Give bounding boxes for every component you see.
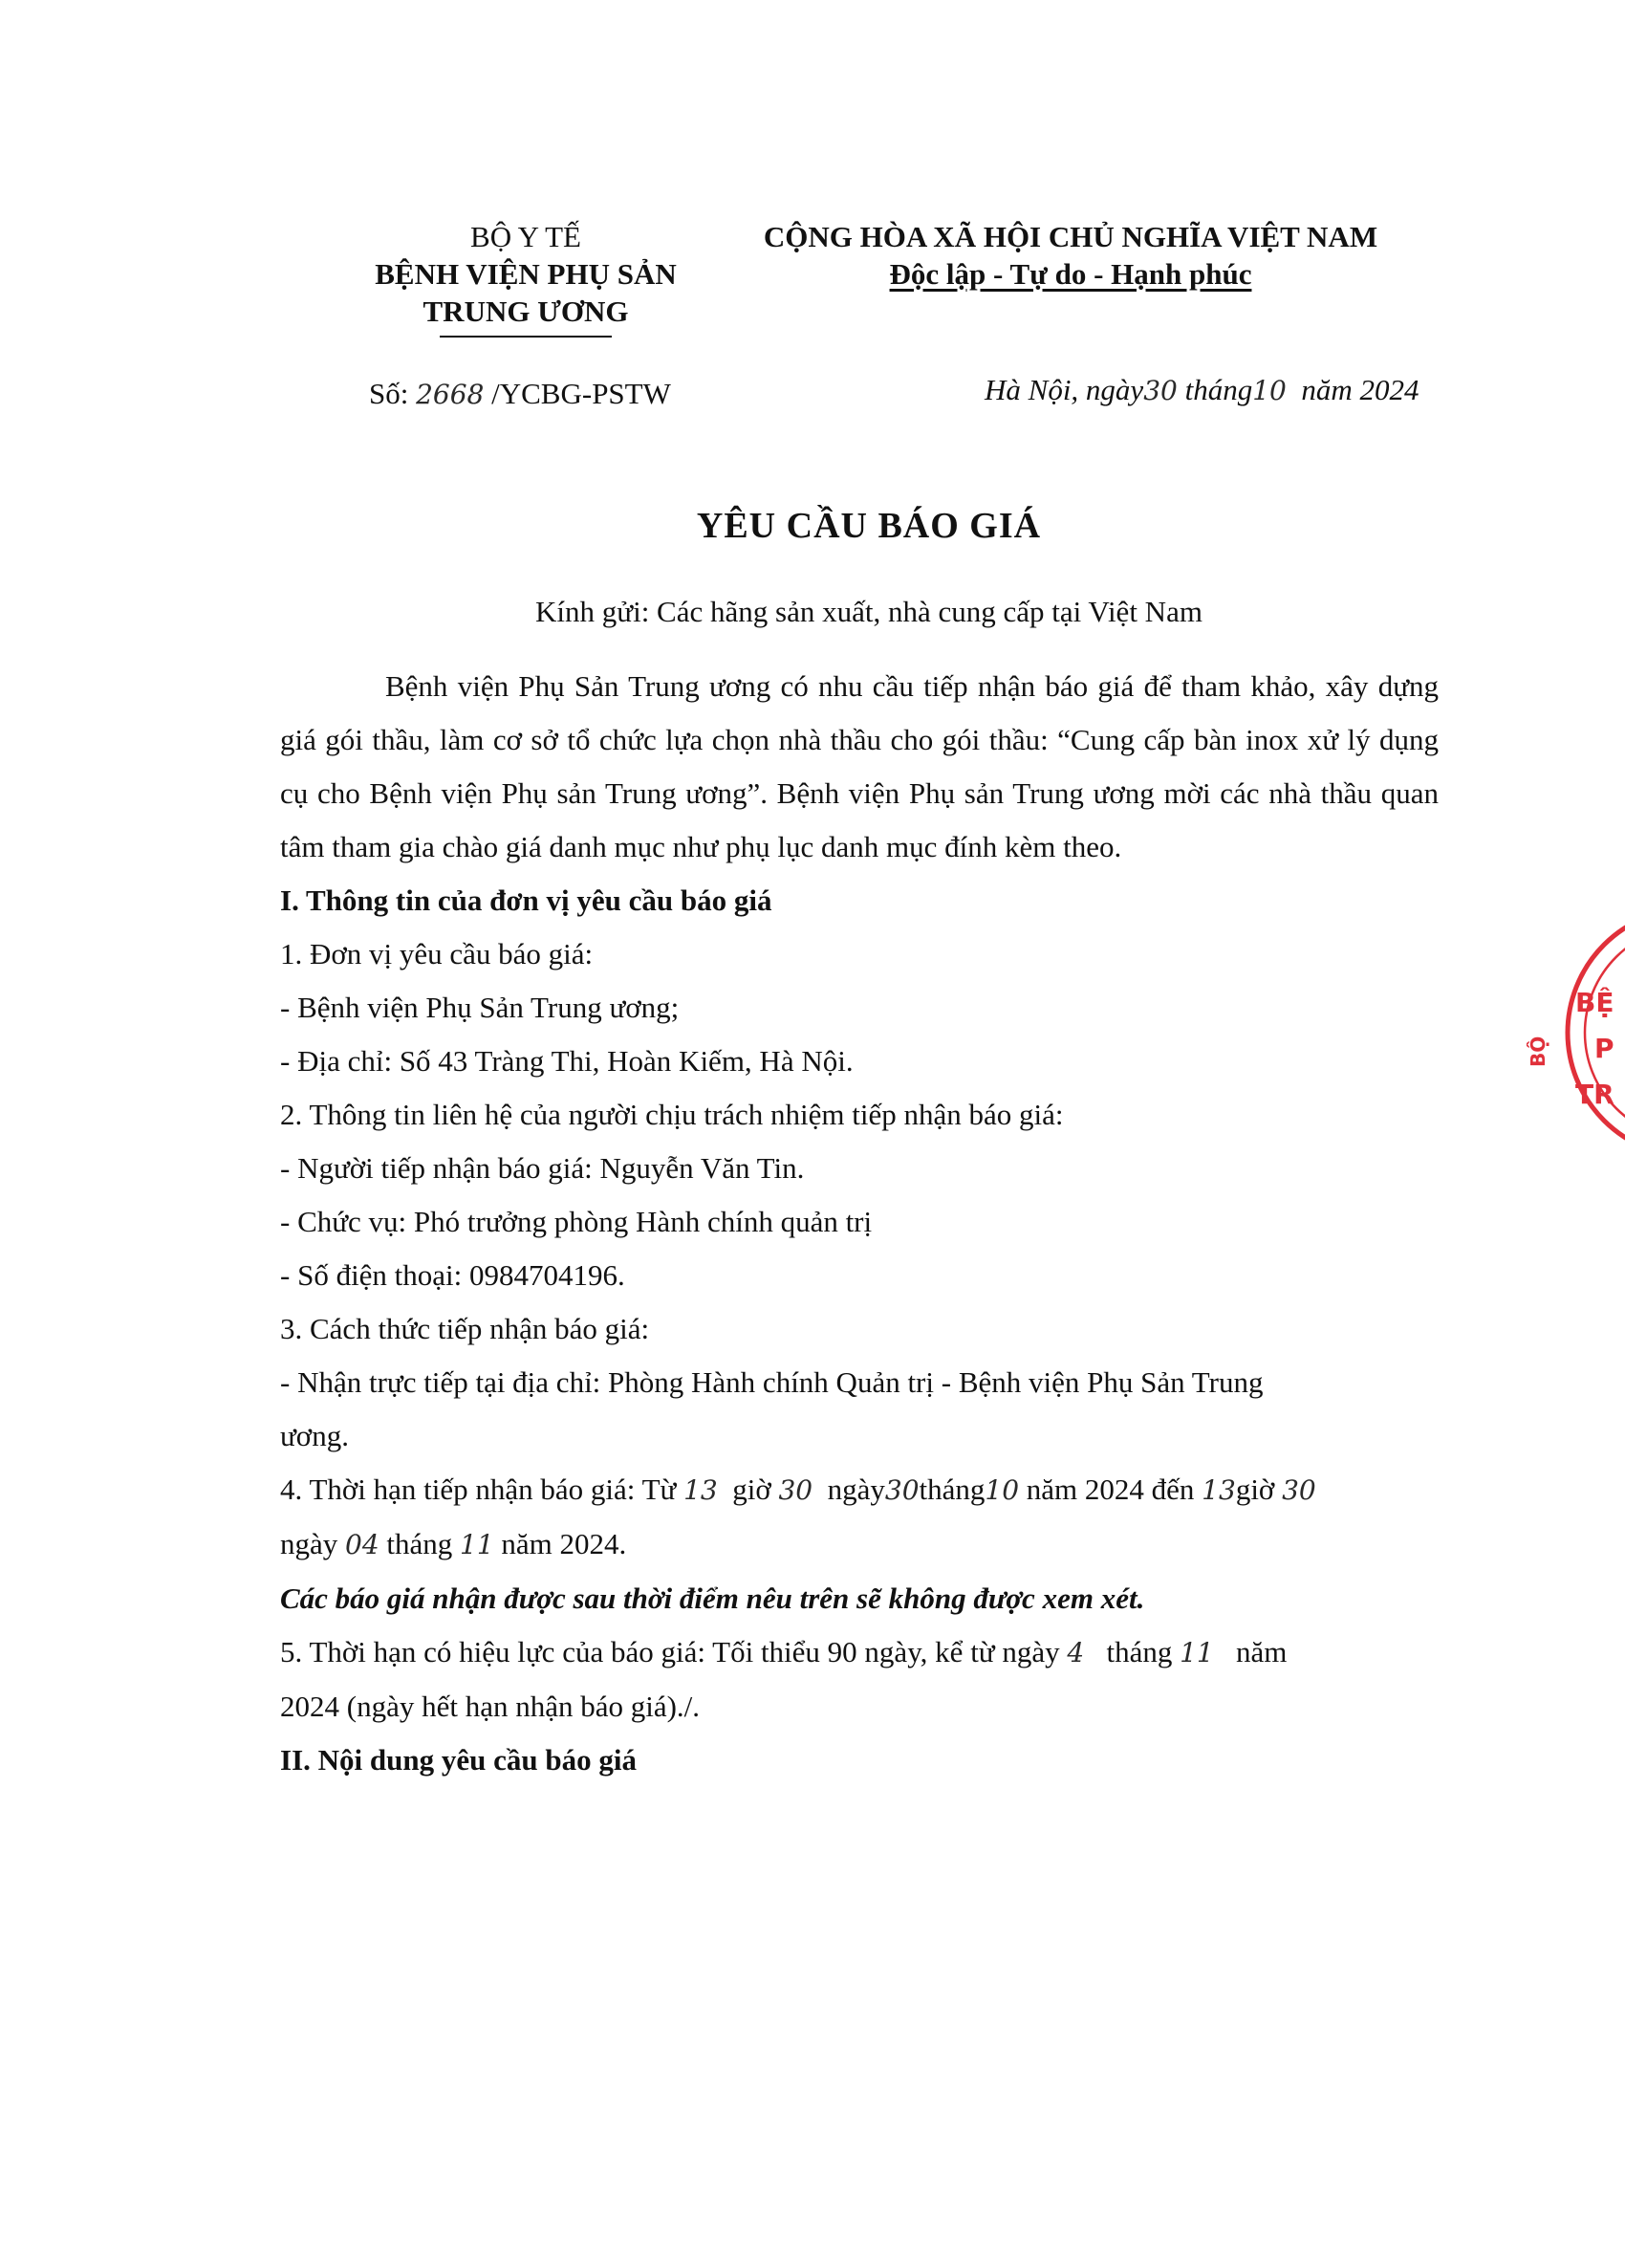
item4-deadline-line2	[280, 1517, 1439, 1572]
red-official-seal	[1510, 899, 1625, 1167]
item2-position: - Chức vụ: Phó trưởng phòng Hành chính quản trị	[280, 1205, 873, 1238]
item4-text-day: ngày	[827, 1472, 885, 1506]
item5-month: 11	[1180, 1637, 1214, 1668]
date-month-handwritten: 10	[1252, 375, 1287, 406]
ministry-name: BỘ Y TẾ	[470, 220, 581, 253]
document-title: YÊU CẦU BÁO GIÁ	[696, 506, 1042, 546]
country-name: CỘNG HÒA XÃ HỘI CHỦ NGHĨA VIỆT NAM	[763, 220, 1378, 253]
item3-line2: ương.	[280, 1419, 349, 1452]
item4-start-month: 10	[985, 1474, 1020, 1506]
seal-text-line3: TR	[1575, 1079, 1614, 1110]
section2-heading: II. Nội dung yêu cầu báo giá	[280, 1743, 637, 1777]
item1-label: 1. Đơn vị yêu cầu báo giá:	[280, 937, 594, 970]
item4-text-month: tháng	[919, 1472, 986, 1506]
doc-number-suffix: /YCBG-PSTW	[491, 377, 671, 410]
item4-end-day: 04	[345, 1529, 379, 1560]
date-month-word: tháng	[1184, 373, 1253, 406]
item4-end-minute: 30	[1282, 1474, 1316, 1506]
item4-start-hour: 13	[683, 1474, 718, 1506]
doc-number-handwritten: 2668	[416, 379, 485, 410]
item5-text-month: tháng	[1106, 1635, 1173, 1668]
date-day-handwritten: 30	[1143, 375, 1178, 406]
place-and-date	[985, 373, 1419, 407]
item4-start-day: 30	[884, 1474, 920, 1506]
section1-heading: I. Thông tin của đơn vị yêu cầu báo giá	[280, 883, 772, 917]
date-year: năm 2024	[1301, 373, 1419, 406]
item4-deadline-line1	[280, 1463, 1439, 1517]
national-heading-block	[736, 218, 1405, 293]
greeting-line: Kính gửi: Các hãng sản xuất, nhà cung cấp tại Việt Nam	[535, 595, 1202, 628]
document-number	[369, 377, 671, 411]
item5-day: 4	[1067, 1637, 1085, 1668]
seal-text-line1: BỆ	[1575, 987, 1614, 1018]
item5-text-year: năm	[1235, 1635, 1288, 1668]
seal-text-line2: P	[1594, 1033, 1614, 1064]
intro-paragraph: Bệnh viện Phụ Sản Trung ương có nhu cầu tiếp nhận báo giá để tham khảo, xây dựng giá gói thầu, làm cơ sở tổ chức lựa chọn nhà thầu cho gói thầu: “Cung cấp bàn inox xử lý dụng cụ cho Bệnh viện Phụ sản Trung ương”. Bệnh viện Phụ sản Trung ương mời các nhà thầu quan tâm tham gia chào giá danh mục như phụ lục danh mục đính kèm theo.	[280, 669, 1439, 863]
item3-line1: - Nhận trực tiếp tại địa chỉ: Phòng Hành chính Quản trị - Bệnh viện Phụ Sản Trung	[280, 1365, 1264, 1399]
item1-address: - Địa chỉ: Số 43 Tràng Thi, Hoàn Kiếm, Hà Nội.	[280, 1044, 854, 1078]
item2-contact-person: - Người tiếp nhận báo giá: Nguyễn Văn Tin.	[280, 1151, 805, 1185]
item5-text: 5. Thời hạn có hiệu lực của báo giá: Tối thiểu 90 ngày, kể từ ngày	[280, 1635, 1060, 1668]
item2-label: 2. Thông tin liên hệ của người chịu trách nhiệm tiếp nhận báo giá:	[280, 1098, 1064, 1131]
item4-start-minute: 30	[778, 1474, 813, 1506]
national-motto: Độc lập - Tự do - Hạnh phúc	[889, 257, 1252, 291]
date-place-prefix: Hà Nội, ngày	[985, 373, 1144, 406]
item4-text-to: năm 2024 đến	[1026, 1472, 1195, 1506]
item1-unit-name: - Bệnh viện Phụ Sản Trung ương;	[280, 991, 680, 1024]
item4-text-year: năm 2024.	[501, 1527, 627, 1560]
item4-end-month: 11	[460, 1529, 494, 1560]
issuing-agency-block	[354, 218, 698, 338]
doc-number-prefix: Số:	[369, 377, 409, 410]
item5-validity-line2: 2024 (ngày hết hạn nhận báo giá)./.	[280, 1690, 701, 1723]
item4-text-day2: ngày	[280, 1527, 338, 1560]
item4-text-month2: tháng	[386, 1527, 453, 1560]
item4-text-from: 4. Thời hạn tiếp nhận báo giá: Từ	[280, 1472, 677, 1506]
item4-text-hour2: giờ	[1235, 1472, 1275, 1506]
item3-label: 3. Cách thức tiếp nhận báo giá:	[280, 1312, 650, 1345]
agency-underline-divider	[440, 336, 612, 338]
item5-validity-line1	[280, 1625, 1439, 1680]
late-submission-note: Các báo giá nhận được sau thời điểm nêu trên sẽ không được xem xét.	[280, 1581, 1145, 1615]
item4-text-hour: giờ	[732, 1472, 771, 1506]
hospital-name-line1: BỆNH VIỆN PHỤ SẢN	[375, 257, 677, 291]
item4-end-hour: 13	[1202, 1474, 1236, 1506]
item2-phone: - Số điện thoại: 0984704196.	[280, 1258, 625, 1292]
seal-side-text: BỘ	[1527, 1036, 1549, 1067]
document-body	[280, 660, 1439, 1787]
hospital-name-line2: TRUNG ƯƠNG	[422, 294, 629, 328]
